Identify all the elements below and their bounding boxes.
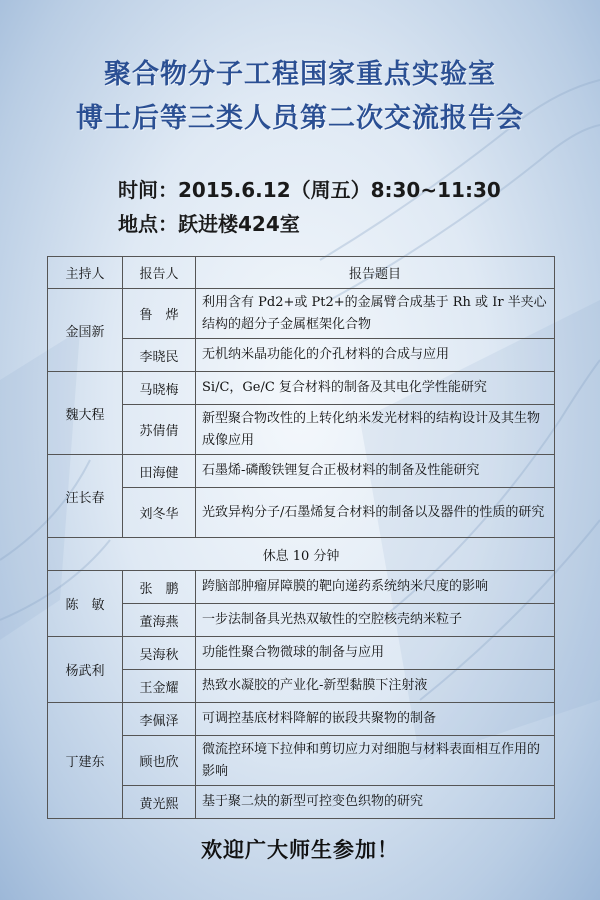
speaker-cell: 刘冬华 <box>123 488 196 538</box>
page-title-line-1: 聚合物分子工程国家重点实验室 <box>104 59 496 90</box>
table-row <box>48 703 555 736</box>
table-row <box>48 289 555 339</box>
topic-cell: 光致异构分子/石墨烯复合材料的制备以及器件的性质的研究 <box>196 488 555 538</box>
speaker-cell: 董海燕 <box>123 604 196 637</box>
host-cell: 杨武利 <box>48 637 123 703</box>
schedule-table <box>47 256 555 819</box>
speaker-cell: 田海健 <box>123 455 196 488</box>
host-cell: 陈 敏 <box>48 571 123 637</box>
speaker-cell: 王金耀 <box>123 670 196 703</box>
table-row <box>48 339 555 372</box>
table-row <box>48 670 555 703</box>
topic-cell: 跨脑部肿瘤屏障膜的靶向递药系统纳米尺度的影响 <box>196 571 555 604</box>
topic-cell: 热致水凝胶的产业化-新型黏膜下注射液 <box>196 670 555 703</box>
event-time: 时间：2015.6.12（周五）8:30~11:30 <box>118 178 501 202</box>
speaker-cell: 吴海秋 <box>123 637 196 670</box>
topic-cell: 功能性聚合物微球的制备与应用 <box>196 637 555 670</box>
topic-cell: 一步法制备具光热双敏性的空腔核壳纳米粒子 <box>196 604 555 637</box>
table-row <box>48 405 555 455</box>
host-cell: 金国新 <box>48 289 123 372</box>
break-label: 休息 10 分钟 <box>48 538 555 571</box>
event-place: 地点：跃进楼424室 <box>118 212 300 236</box>
speaker-cell: 李晓民 <box>123 339 196 372</box>
speaker-cell: 张 鹏 <box>123 571 196 604</box>
speaker-cell: 苏倩倩 <box>123 405 196 455</box>
header-speaker: 报告人 <box>123 257 196 289</box>
topic-cell: 利用含有 Pd2+或 Pt2+的金属臂合成基于 Rh 或 Ir 半夹心结构的超分子金属框架化合物 <box>196 289 555 339</box>
host-cell: 丁建东 <box>48 703 123 819</box>
table-row <box>48 604 555 637</box>
host-cell: 魏大程 <box>48 372 123 455</box>
topic-cell: 可调控基底材料降解的嵌段共聚物的制备 <box>196 703 555 736</box>
table-header-row <box>48 257 555 289</box>
welcome-footer: 欢迎广大师生参加！ <box>201 838 399 862</box>
break-row <box>48 538 555 571</box>
table-row <box>48 372 555 405</box>
topic-cell: 石墨烯-磷酸铁锂复合正极材料的制备及性能研究 <box>196 455 555 488</box>
table-row <box>48 637 555 670</box>
speaker-cell: 鲁 烨 <box>123 289 196 339</box>
table-row <box>48 455 555 488</box>
page-title-line-2: 博士后等三类人员第二次交流报告会 <box>76 103 524 134</box>
speaker-cell: 马晓梅 <box>123 372 196 405</box>
host-cell: 汪长春 <box>48 455 123 538</box>
header-host: 主持人 <box>48 257 123 289</box>
table-row <box>48 488 555 538</box>
table-row <box>48 786 555 819</box>
speaker-cell: 李佩泽 <box>123 703 196 736</box>
topic-cell: 无机纳米晶功能化的介孔材料的合成与应用 <box>196 339 555 372</box>
topic-cell: 新型聚合物改性的上转化纳米发光材料的结构设计及其生物成像应用 <box>196 405 555 455</box>
topic-cell: 基于聚二炔的新型可控变色织物的研究 <box>196 786 555 819</box>
topic-cell: 微流控环境下拉伸和剪切应力对细胞与材料表面相互作用的影响 <box>196 736 555 786</box>
table-row <box>48 571 555 604</box>
topic-cell: Si/C，Ge/C 复合材料的制备及其电化学性能研究 <box>196 372 555 405</box>
speaker-cell: 黄光熙 <box>123 786 196 819</box>
header-topic: 报告题目 <box>196 257 555 289</box>
speaker-cell: 顾也欣 <box>123 736 196 786</box>
table-row <box>48 736 555 786</box>
